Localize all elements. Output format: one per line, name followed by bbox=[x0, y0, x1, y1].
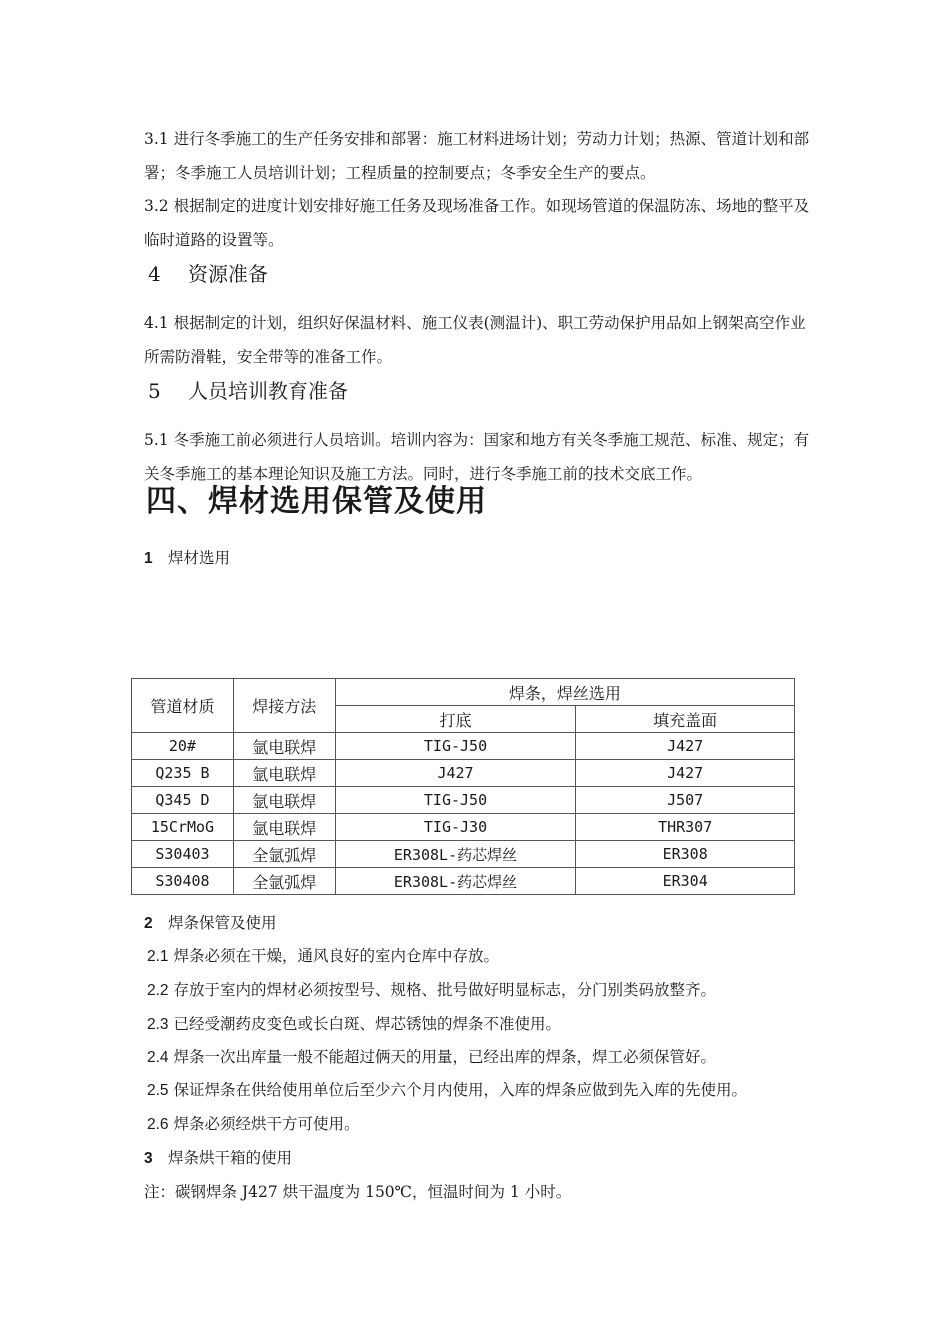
table-row bbox=[132, 733, 795, 760]
list-item bbox=[147, 944, 499, 966]
cell-method: 氩电联焊 bbox=[233, 733, 335, 760]
header-method: 焊接方法 bbox=[233, 679, 335, 733]
cell-fill: J427 bbox=[576, 760, 795, 787]
cell-fill: J507 bbox=[576, 787, 795, 814]
cell-root: J427 bbox=[335, 760, 576, 787]
note-text: 注：碳钢焊条 J427 烘干温度为 150℃，恒温时间为 1 小时。 bbox=[144, 1183, 572, 1201]
item-text: 已经受潮药皮变色或长白斑、焊芯锈蚀的焊条不准使用。 bbox=[173, 1015, 562, 1033]
heading-text: 人员培训教育准备 bbox=[188, 379, 348, 403]
cell-fill: ER304 bbox=[576, 868, 795, 895]
cell-material: 15CrMoG bbox=[132, 814, 234, 841]
cell-root: ER308L-药芯焊丝 bbox=[335, 841, 576, 868]
heading-number: 5 bbox=[148, 379, 161, 403]
subheading-text: 焊条保管及使用 bbox=[168, 914, 277, 932]
item-text: 存放于室内的焊材必须按型号、规格、批号做好明显标志，分门别类码放整齐。 bbox=[173, 981, 717, 999]
header-fill: 填充盖面 bbox=[576, 706, 795, 733]
cell-root: TIG-J30 bbox=[335, 814, 576, 841]
cell-material: S30403 bbox=[132, 841, 234, 868]
subheading-number: 1 bbox=[144, 550, 153, 567]
list-item bbox=[147, 1112, 360, 1134]
item-number: 2.5 bbox=[147, 1082, 169, 1099]
cell-fill: ER308 bbox=[576, 841, 795, 868]
table-row bbox=[132, 841, 795, 868]
cell-method: 全氩弧焊 bbox=[233, 868, 335, 895]
item-number: 2.6 bbox=[147, 1116, 169, 1133]
list-item bbox=[147, 1045, 716, 1067]
list-item bbox=[147, 1078, 747, 1100]
cell-method: 氩电联焊 bbox=[233, 787, 335, 814]
item-text: 焊条必须经烘干方可使用。 bbox=[173, 1115, 360, 1133]
item-number: 2.3 bbox=[147, 1016, 169, 1033]
subheading-storage bbox=[144, 911, 277, 933]
cell-material: 20# bbox=[132, 733, 234, 760]
cell-fill: THR307 bbox=[576, 814, 795, 841]
subheading-oven bbox=[144, 1146, 292, 1168]
item-number: 2.4 bbox=[147, 1049, 169, 1066]
cell-fill: J427 bbox=[576, 733, 795, 760]
subheading-material-selection bbox=[144, 546, 230, 568]
cell-root: TIG-J50 bbox=[335, 733, 576, 760]
item-text: 保证焊条在供给使用单位后至少六个月内使用，入库的焊条应做到先入库的先使用。 bbox=[173, 1081, 748, 1099]
list-item bbox=[147, 1012, 561, 1034]
table-row bbox=[132, 787, 795, 814]
heading-resource-prep bbox=[148, 258, 268, 287]
subheading-number: 3 bbox=[144, 1150, 153, 1167]
item-number: 2.2 bbox=[147, 982, 169, 999]
paragraph-3-2: 3.2 根据制定的进度计划安排好施工任务及现场准备工作。如现场管道的保温防冻、场地的整平及临时道路的设置等。 bbox=[144, 197, 810, 249]
cell-root: TIG-J50 bbox=[335, 787, 576, 814]
item-text: 焊条一次出库量一般不能超过俩天的用量，已经出库的焊条，焊工必须保管好。 bbox=[173, 1048, 717, 1066]
table-row bbox=[132, 868, 795, 895]
subheading-number: 2 bbox=[144, 915, 153, 932]
subheading-text: 焊条烘干箱的使用 bbox=[168, 1149, 293, 1167]
paragraph-3-1: 3.1 进行冬季施工的生产任务安排和部署：施工材料进场计划；劳动力计划；热源、管道计划和部署；冬季施工人员培训计划；工程质量的控制要点；冬季安全生产的要点。 bbox=[144, 130, 810, 182]
paragraph-4-1: 4.1 根据制定的计划，组织好保温材料、施工仪表(测温计)、职工劳动保护用品如上钢架高空作业所需防滑鞋，安全带等的准备工作。 bbox=[144, 314, 806, 366]
table-row bbox=[132, 814, 795, 841]
heading-number: 4 bbox=[148, 262, 161, 286]
header-root: 打底 bbox=[335, 706, 576, 733]
cell-material: S30408 bbox=[132, 868, 234, 895]
cell-material: Q345 D bbox=[132, 787, 234, 814]
cell-method: 全氩弧焊 bbox=[233, 841, 335, 868]
list-item bbox=[147, 978, 716, 1000]
heading-training-prep bbox=[148, 375, 348, 404]
header-material: 管道材质 bbox=[132, 679, 234, 733]
header-selection: 焊条，焊丝选用 bbox=[335, 679, 794, 706]
cell-method: 氩电联焊 bbox=[233, 760, 335, 787]
cell-material: Q235 B bbox=[132, 760, 234, 787]
heading-text: 资源准备 bbox=[188, 262, 268, 286]
welding-material-table bbox=[131, 678, 795, 895]
chapter-title: 四、焊材选用保管及使用 bbox=[146, 484, 487, 519]
item-text: 焊条必须在干燥，通风良好的室内仓库中存放。 bbox=[173, 947, 500, 965]
paragraph-5-1: 5.1 冬季施工前必须进行人员培训。培训内容为：国家和地方有关冬季施工规范、标准、规定；有关冬季施工的基本理论知识及施工方法。同时，进行冬季施工前的技术交底工作。 bbox=[144, 431, 810, 483]
cell-method: 氩电联焊 bbox=[233, 814, 335, 841]
subheading-text: 焊材选用 bbox=[168, 549, 231, 567]
item-number: 2.1 bbox=[147, 948, 169, 965]
table-row bbox=[132, 760, 795, 787]
cell-root: ER308L-药芯焊丝 bbox=[335, 868, 576, 895]
